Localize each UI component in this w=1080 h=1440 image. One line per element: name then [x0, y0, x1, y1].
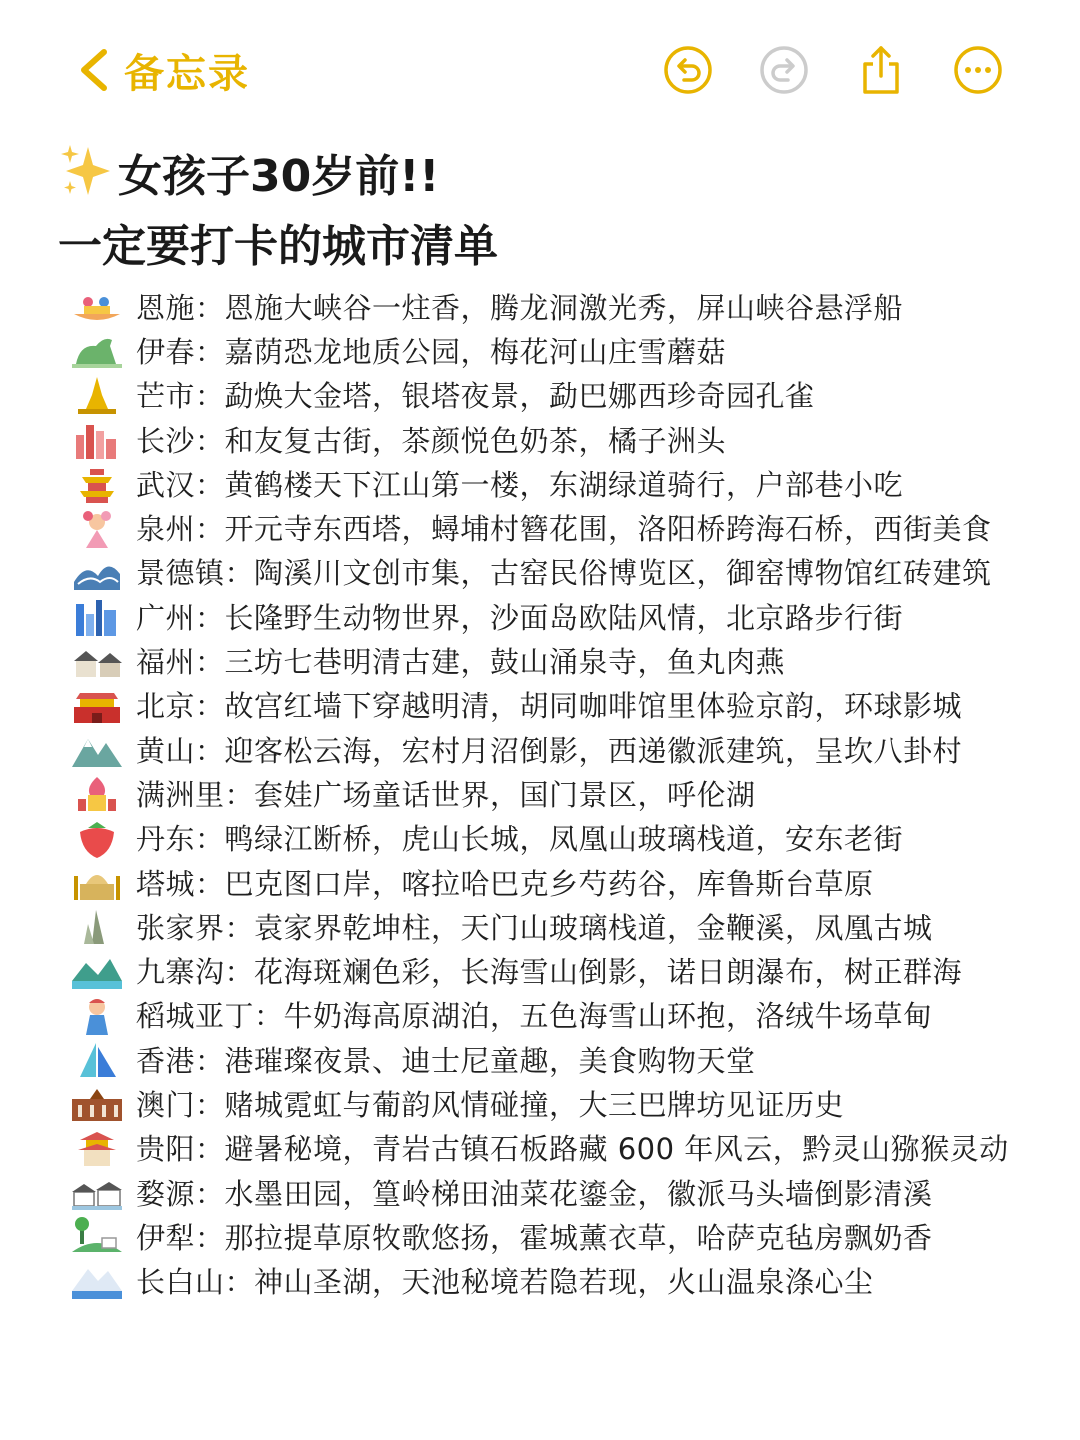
list-item-text: 塔城：巴克图口岸，喀拉哈巴克乡芍药谷，库鲁斯台草原 [136, 866, 874, 901]
list-item [68, 948, 1068, 992]
list-item [68, 1170, 1068, 1214]
golden-pagoda-icon [68, 375, 126, 415]
redo-icon[interactable] [758, 44, 810, 96]
more-icon[interactable] [952, 44, 1004, 96]
list-item-text: 婺源：水墨田园，篁岭梯田油菜花鎏金，徽派马头墙倒影清溪 [136, 1176, 933, 1211]
list-item [68, 1214, 1068, 1258]
ruins-facade-icon [68, 1083, 126, 1123]
old-house-icon [68, 641, 126, 681]
domed-building-icon [68, 862, 126, 902]
list-item [68, 771, 1068, 815]
list-item-text: 贵阳：避暑秘境，青岩古镇石板路藏 600 年风云，黔灵山猕猴灵动 [136, 1132, 1009, 1167]
title-line-2: 一定要打卡的城市清单 [58, 221, 498, 272]
strawberry-icon [68, 818, 126, 858]
dinosaur-icon [68, 330, 126, 370]
title-line-1 [58, 142, 1038, 212]
list-item-text: 黄山：迎客松云海，宏村月沼倒影，西递徽派建筑，呈坎八卦村 [136, 733, 963, 768]
list-item [68, 638, 1068, 682]
note-title [58, 142, 1038, 282]
list-item [68, 373, 1068, 417]
onion-dome-icon [68, 773, 126, 813]
pavilion-icon [68, 1128, 126, 1168]
list-item-text: 芒市：勐焕大金塔，银塔夜景，勐巴娜西珍奇园孔雀 [136, 379, 815, 414]
share-icon[interactable] [855, 44, 907, 96]
list-item [68, 683, 1068, 727]
lake-mountain-icon [68, 951, 126, 991]
list-item [68, 904, 1068, 948]
sparkles-icon [58, 143, 118, 199]
list-item [68, 1126, 1068, 1170]
list-item-text: 恩施：恩施大峡谷一炷香，腾龙洞激光秀，屏山峡谷悬浮船 [136, 290, 904, 325]
list-item-text: 北京：故宫红墙下穿越明清，胡同咖啡馆里体验京韵，环球影城 [136, 689, 963, 724]
tibetan-girl-icon [68, 995, 126, 1035]
city-list [68, 284, 1068, 1303]
list-item [68, 328, 1068, 372]
flower-girl-icon [68, 508, 126, 548]
list-item-text: 稻城亚丁：牛奶海高原湖泊，五色海雪山环抱，洛绒牛场草甸 [136, 999, 933, 1034]
grassland-icon [68, 1216, 126, 1256]
title-text-1: 女孩子30岁前!! [118, 151, 440, 202]
list-item [68, 505, 1068, 549]
list-item [68, 284, 1068, 328]
list-item-text: 澳门：赌城霓虹与葡韵风情碰撞，大三巴牌坊见证历史 [136, 1087, 845, 1122]
peak-icon [68, 906, 126, 946]
list-item [68, 1037, 1068, 1081]
blue-skyline-icon [68, 596, 126, 636]
back-button[interactable] [70, 40, 250, 100]
list-item-text: 香港：港璀璨夜景、迪士尼童趣，美食购物天堂 [136, 1043, 756, 1078]
tiananmen-icon [68, 685, 126, 725]
list-item [68, 550, 1068, 594]
list-item [68, 1259, 1068, 1303]
list-item-text: 泉州：开元寺东西塔，蟳埔村簪花围，洛阳桥跨海石桥，西街美食 [136, 512, 992, 547]
undo-icon[interactable] [662, 44, 714, 96]
mountain-icon [68, 729, 126, 769]
snow-lake-icon [68, 1261, 126, 1301]
list-item [68, 727, 1068, 771]
list-item-text: 广州：长隆野生动物世界，沙面岛欧陆风情，北京路步行街 [136, 600, 904, 635]
list-item [68, 816, 1068, 860]
list-item-text: 九寨沟：花海斑斓色彩，长海雪山倒影，诺日朗瀑布，树正群海 [136, 955, 963, 990]
list-item [68, 461, 1068, 505]
list-item-text: 长白山：神山圣湖，天池秘境若隐若现，火山温泉涤心尘 [136, 1265, 874, 1300]
sail-building-icon [68, 1039, 126, 1079]
list-item [68, 1081, 1068, 1125]
top-bar [0, 0, 1080, 130]
city-skyline-icon [68, 419, 126, 459]
boat-people-icon [68, 286, 126, 326]
list-item-text: 景德镇：陶溪川文创市集，古窑民俗博览区，御窑博物馆红砖建筑 [136, 556, 992, 591]
chevron-left-icon [70, 42, 114, 98]
list-item [68, 417, 1068, 461]
list-item [68, 860, 1068, 904]
list-item-text: 伊春：嘉荫恐龙地质公园，梅花河山庄雪蘑菇 [136, 334, 727, 369]
list-item-text: 丹东：鸭绿江断桥，虎山长城，凤凰山玻璃栈道，安东老街 [136, 822, 904, 857]
list-item-text: 长沙：和友复古街，茶颜悦色奶茶，橘子洲头 [136, 423, 727, 458]
tower-icon [68, 463, 126, 503]
list-item-text: 武汉：黄鹤楼天下江山第一楼，东湖绿道骑行，户部巷小吃 [136, 467, 904, 502]
list-item [68, 594, 1068, 638]
list-item-text: 满洲里：套娃广场童话世界，国门景区，呼伦湖 [136, 777, 756, 812]
back-label: 备忘录 [124, 50, 250, 97]
list-item [68, 993, 1068, 1037]
list-item-text: 张家界：袁家界乾坤柱，天门山玻璃栈道，金鞭溪，凤凰古城 [136, 910, 933, 945]
porcelain-wave-icon [68, 552, 126, 592]
list-item-text: 伊犁：那拉提草原牧歌悠扬，霍城薰衣草，哈萨克毡房飘奶香 [136, 1220, 933, 1255]
list-item-text: 福州：三坊七巷明清古建，鼓山涌泉寺，鱼丸肉燕 [136, 645, 786, 680]
village-icon [68, 1172, 126, 1212]
